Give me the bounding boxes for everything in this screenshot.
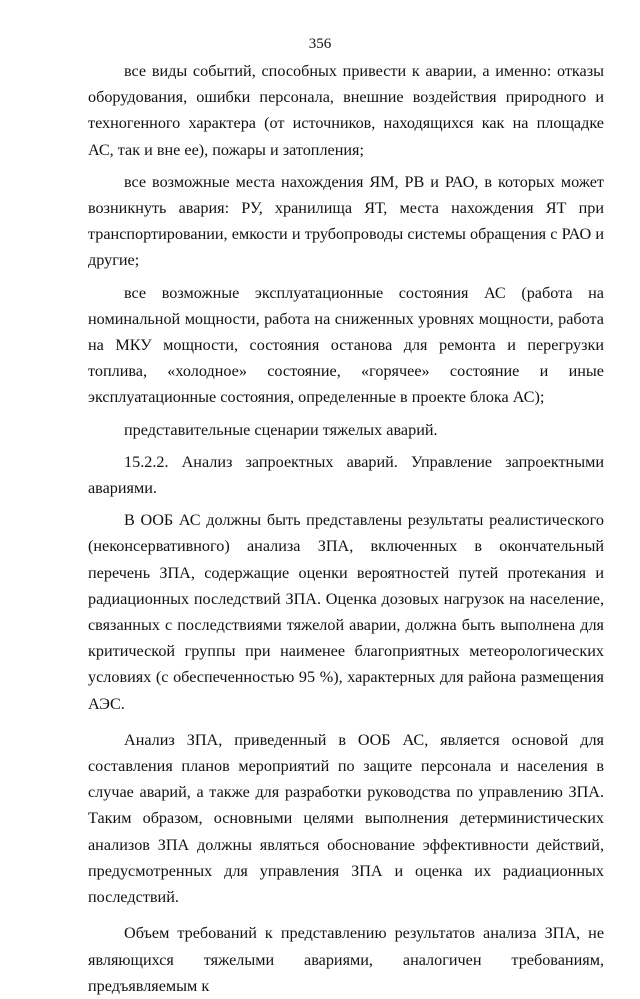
paragraph-list-item-accident-locations: все возможные места нахождения ЯМ, РВ и РАО, в которых может возникнуть авария: РУ, хранилища ЯТ, места нахождения ЯТ при транспортировании, емкости и трубопроводы системы обращения с РАО и другие; [88, 172, 604, 270]
paragraph-list-item-severe-accident-scenarios: представительные сценарии тяжелых аварий. [124, 420, 438, 439]
paragraph-list-item-event-types: все виды событий, способных привести к аварии, а именно: отказы оборудования, ошибки персонала, внешние воздействия природного и техногенного характера (от источников, находящихся как на площадке АС, так и вне ее), пожары и затопления; [88, 62, 604, 159]
page-number: 356 [308, 36, 332, 52]
paragraph-requirements-scope: Объем требований к представлению результатов анализа ЗПА, не являющихся тяжелыми авариями, аналогичен требованиям, предъявляемым к [88, 924, 604, 995]
paragraph-realistic-analysis: В ООБ АС должны быть представлены результаты реалистического (неконсервативного) анализа ЗПА, включенных в окончательный перечень ЗПА, содержащие оценки вероятностей путей протекания и радиационных последствий ЗПА. Оценка дозовых нагрузок на население, связанных с последствиями тяжелой аварии, должна быть выполнена для критической группы при наименее благоприятных метеорологических условиях (с обеспеченностью 95 %), характерных для района размещения АЭС. [88, 511, 604, 713]
section-heading-15-2-2: 15.2.2. Анализ запроектных аварий. Управление запроектными авариями. [88, 452, 604, 498]
paragraph-analysis-purpose: Анализ ЗПА, приведенный в ООБ АС, является основой для составления планов мероприятий по защите персонала и населения в случае аварий, а также для разработки руководства по управлению ЗПА. Таким образом, основными целями выполнения детерминистических анализов ЗПА должны являться обоснование эффективности действий, предусмотренных для управления ЗПА и оценка их радиационных последствий. [88, 730, 604, 907]
document-body [88, 58, 604, 999]
paragraph-list-item-operational-states: все возможные эксплуатационные состояния АС (работа на номинальной мощности, работа на сниженных уровнях мощности, работа на МКУ мощности, состояния останова для ремонта и перегрузки топлива, «холодное» состояние, «горячее» состояние и иные эксплуатационные состояния, определенные в проекте блока АС); [88, 283, 604, 407]
